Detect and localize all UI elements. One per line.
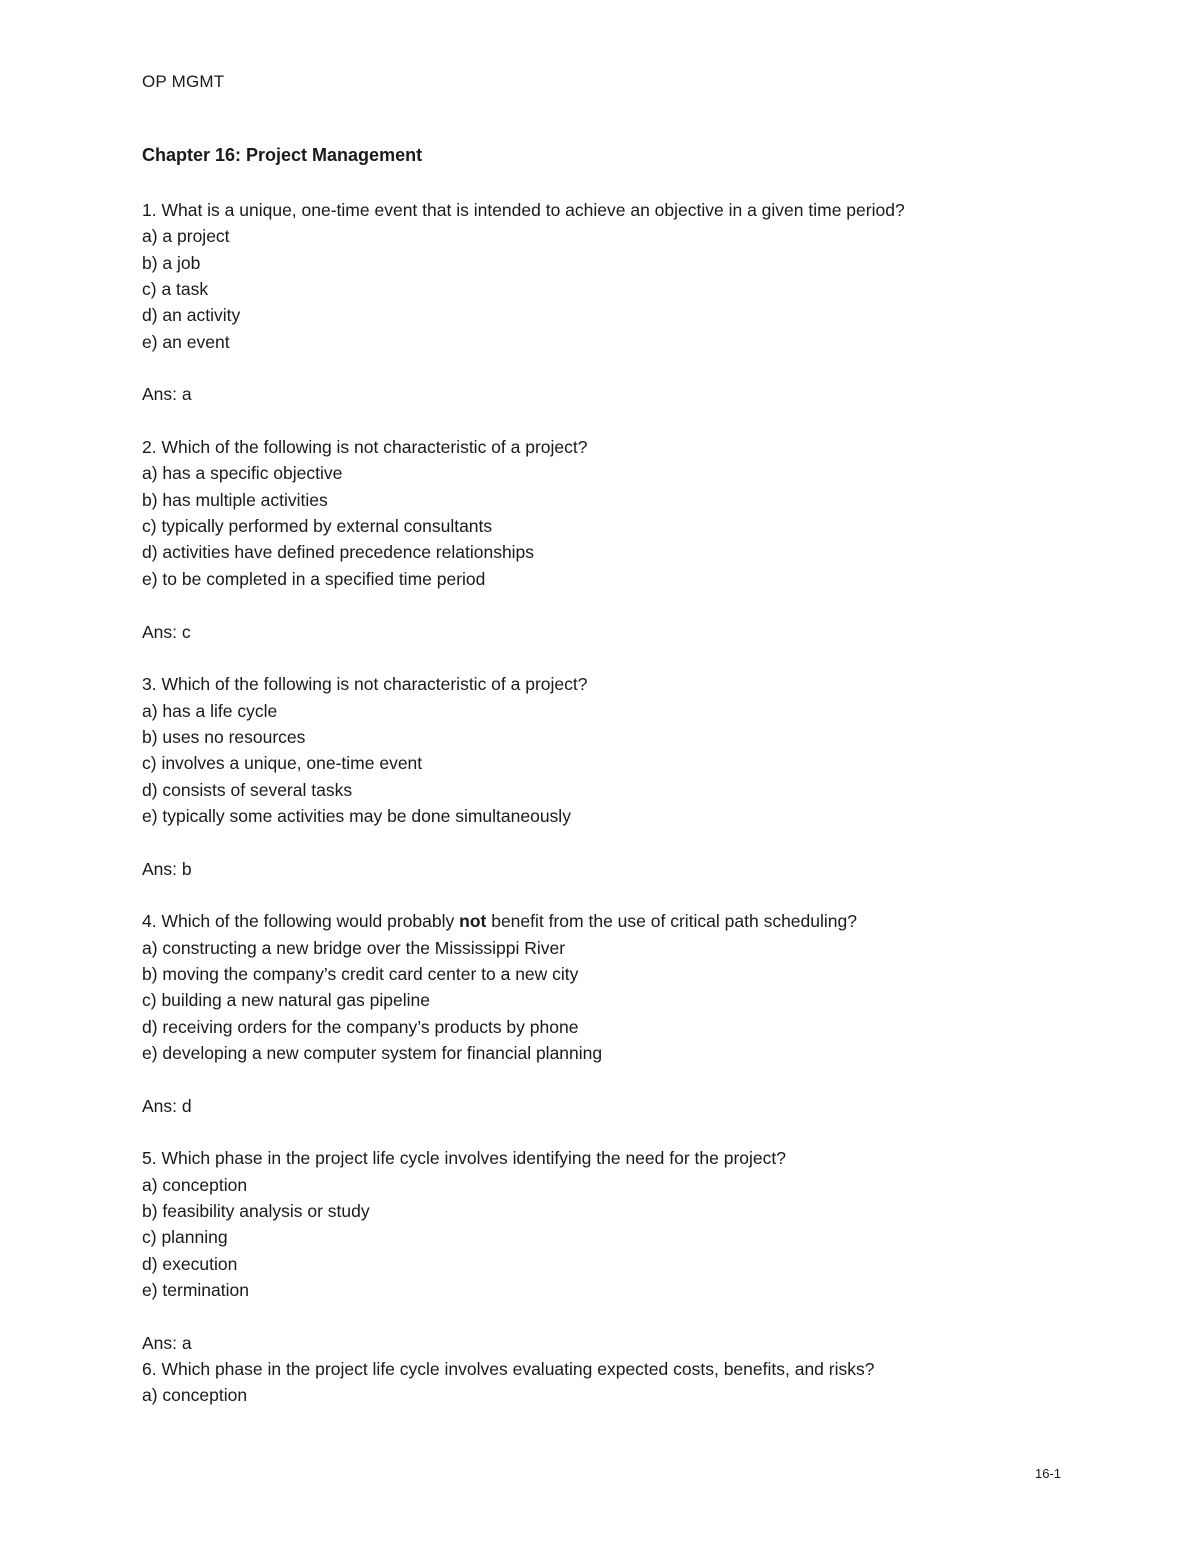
question-text-start: 4. Which of the following would probably <box>142 911 460 932</box>
answer-option: b) feasibility analysis or study <box>142 1201 370 1222</box>
answer-key: Ans: c <box>142 621 191 642</box>
answer-option: d) execution <box>142 1253 238 1274</box>
answer-key: Ans: b <box>142 858 192 879</box>
answer-option: e) termination <box>142 1280 249 1301</box>
page-title: Chapter 16: Project Management <box>142 145 423 165</box>
question-text: 5. Which phase in the project life cycle involves identifying the need for the project? <box>142 1148 786 1169</box>
answer-option: e) an event <box>142 331 230 352</box>
question-text: 1. What is a unique, one-time event that is intended to achieve an objective in a given time period? <box>142 200 905 220</box>
answer-option: d) consists of several tasks <box>142 779 353 800</box>
answer-option: d) an activity <box>142 305 241 326</box>
answer-option: e) to be completed in a specified time period <box>142 568 486 589</box>
page-number: 16-1 <box>1034 1466 1061 1481</box>
question-list <box>142 197 1102 1409</box>
question-text-end: benefit from the use of critical path scheduling? <box>486 911 857 932</box>
answer-option: c) a task <box>142 279 209 300</box>
answer-key: Ans: a <box>142 1332 192 1353</box>
answer-option: a) has a life cycle <box>142 700 278 721</box>
answer-option: e) developing a new computer system for financial planning <box>142 1043 603 1063</box>
answer-option: b) has multiple activities <box>142 489 328 510</box>
answer-option: b) a job <box>142 252 201 273</box>
answer-option: d) activities have defined precedence relationships <box>142 542 535 563</box>
answer-option: a) a project <box>142 226 230 247</box>
answer-key: Ans: d <box>142 1095 192 1116</box>
answer-option: b) moving the company’s credit card center to a new city <box>142 963 579 984</box>
answer-option: c) involves a unique, one-time event <box>142 753 423 774</box>
answer-option: d) receiving orders for the company’s products by phone <box>142 1016 579 1037</box>
answer-key: Ans: a <box>142 384 192 405</box>
question-text <box>142 908 1102 934</box>
emphasis-not: not <box>459 911 487 932</box>
answer-option: c) building a new natural gas pipeline <box>142 990 430 1011</box>
question-text: 2. Which of the following is not characteristic of a project? <box>142 437 588 458</box>
page-header: OP MGMT <box>142 72 225 91</box>
answer-option: e) typically some activities may be done simultaneously <box>142 805 571 826</box>
answer-option: a) constructing a new bridge over the Mississippi River <box>142 937 566 958</box>
answer-option: c) planning <box>142 1227 228 1248</box>
question-text: 3. Which of the following is not characteristic of a project? <box>142 674 588 695</box>
answer-option: a) conception <box>142 1174 248 1195</box>
answer-option: b) uses no resources <box>142 726 306 747</box>
question-text: 6. Which phase in the project life cycle involves evaluating expected costs, benefits, and risks? <box>142 1359 875 1380</box>
answer-option: a) has a specific objective <box>142 463 343 484</box>
answer-option: a) conception <box>142 1385 248 1406</box>
answer-option: c) typically performed by external consultants <box>142 516 493 537</box>
